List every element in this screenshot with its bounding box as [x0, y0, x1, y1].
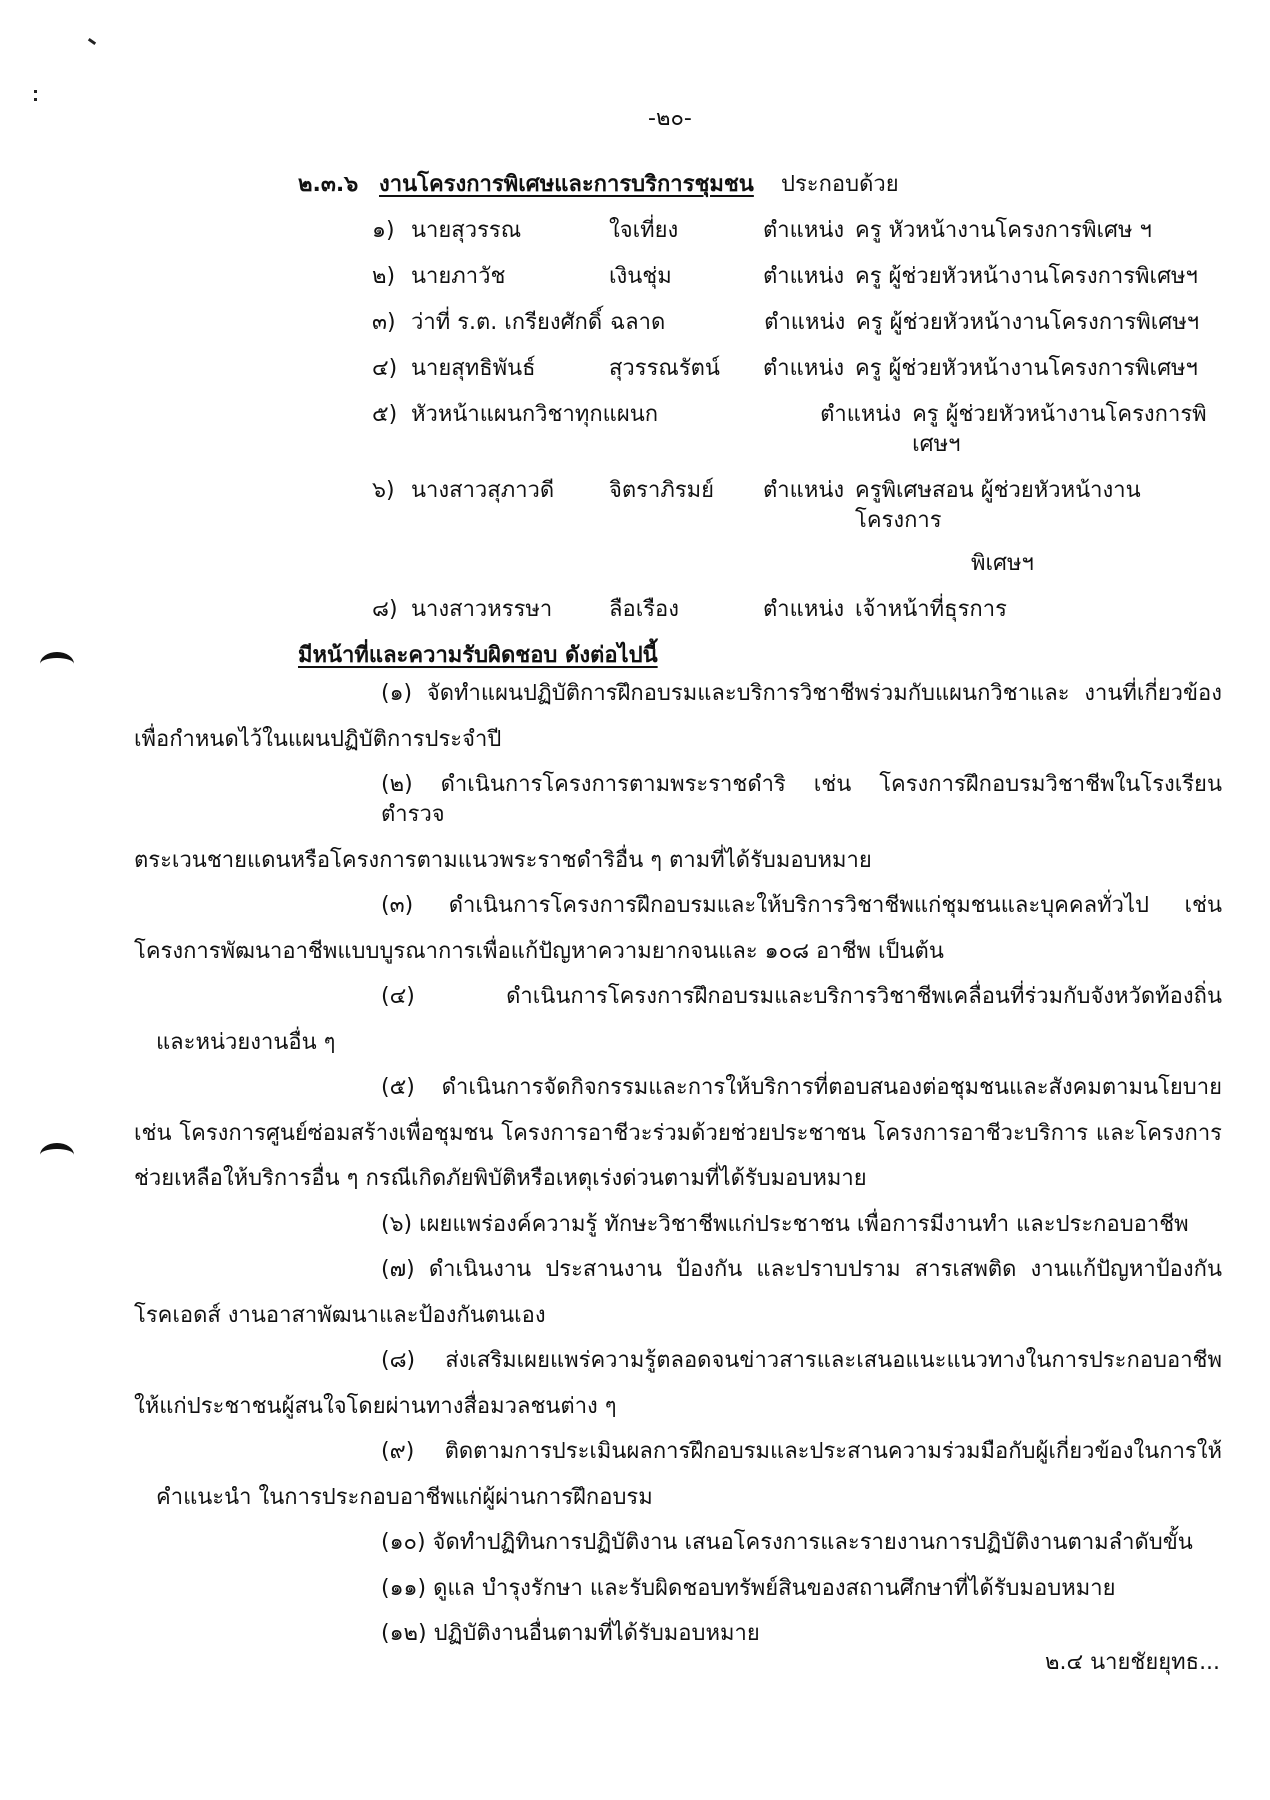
member-role-continuation: พิเศษฯ: [971, 551, 1034, 576]
member-role-cell: [855, 354, 1222, 384]
duty-item-continuation: ให้แก่ประชาชนผู้สนใจโดยผ่านทางสื่อมวลชนต่าง ๆ: [134, 1393, 617, 1419]
member-role: ครู ผู้ช่วยหัวหน้างานโครงการพิเศษฯ: [912, 402, 1207, 457]
duty-item-continuation: และหน่วยงานอื่น ๆ: [156, 1029, 336, 1055]
member-number: ๓): [372, 310, 396, 335]
member-role: ครูพิเศษสอน ผู้ช่วยหัวหน้างานโครงการ: [855, 478, 1141, 533]
duty-item: (๓) ดำเนินการโครงการฝึกอบรมและให้บริการวิชาชีพแก่ชุมชนและบุคคลทั่วไป เช่น: [381, 893, 1222, 918]
member-name: นายภาวัช: [411, 264, 506, 289]
member-row: [372, 400, 1222, 476]
member-role-cell: [855, 595, 1222, 625]
position-label: ตำแหน่ง: [763, 356, 845, 381]
member-name: ว่าที่ ร.ต. เกรียงศักดิ์: [411, 310, 603, 335]
duty-item: (๑๑) ดูแล บำรุงรักษา และรับผิดชอบทรัพย์สินของสถานศึกษาที่ได้รับมอบหมาย: [381, 1575, 1116, 1601]
section-number: ๒.๓.๖: [298, 172, 359, 197]
duty-item: (๕) ดำเนินการจัดกิจกรรมและการให้บริการที่ตอบสนองต่อชุมชนและสังคมตามนโยบาย: [381, 1075, 1222, 1100]
section-suffix: ประกอบด้วย: [781, 172, 899, 197]
member-name: นายสุทธิพันธ์: [411, 356, 536, 381]
member-number: ๒): [372, 264, 396, 289]
duty-list: [0, 679, 1222, 1665]
member-list: [0, 216, 1222, 641]
member-surname: เงินชุ่ม: [609, 264, 672, 289]
position-label: ตำแหน่ง: [820, 402, 902, 427]
document-body: [0, 216, 1222, 1665]
member-row: [372, 476, 1222, 595]
member-name: นายสุวรรณ: [411, 218, 522, 243]
scan-speck: [34, 98, 37, 101]
member-role: ครู ผู้ช่วยหัวหน้างานโครงการพิเศษฯ: [855, 264, 1198, 289]
member-row: [372, 262, 1222, 308]
member-name: นางสาวหรรษา: [411, 597, 553, 622]
member-row: [372, 308, 1222, 354]
duty-item-continuation: คำแนะนำ ในการประกอบอาชีพแก่ผู้ผ่านการฝึกอบรม: [156, 1484, 653, 1510]
member-surname: ลือเรือง: [609, 597, 679, 622]
duty-item-continuation: เช่น โครงการศูนย์ซ่อมสร้างเพื่อชุมชน โครงการอาชีวะร่วมด้วยช่วยประชาชน โครงการอาชีวะบริการ และโครงการ: [134, 1120, 1222, 1146]
member-role-cell: [855, 216, 1222, 246]
duty-item: (๑๒) ปฏิบัติงานอื่นตามที่ได้รับมอบหมาย: [381, 1621, 760, 1646]
member-number: ๕): [372, 402, 398, 427]
duty-item: (๗) ดำเนินงาน ประสานงาน ป้องกัน และปราบปราม สารเสพติด งานแก้ปัญหาป้องกัน: [381, 1257, 1222, 1282]
duties-heading: มีหน้าที่และความรับผิดชอบ ดังต่อไปนี้: [298, 643, 658, 668]
member-number: ๖): [372, 478, 395, 503]
duty-item-continuation: เพื่อกำหนดไว้ในแผนปฏิบัติการประจำปี: [134, 726, 502, 752]
duty-item-continuation: โรคเอดส์ งานอาสาพัฒนาและป้องกันตนเอง: [134, 1302, 546, 1328]
duty-item: (๔) ดำเนินการโครงการฝึกอบรมและบริการวิชาชีพเคลื่อนที่ร่วมกับจังหวัดท้องถิ่น: [381, 984, 1222, 1009]
member-role-cell: [912, 400, 1222, 460]
duty-item: (๒) ดำเนินการโครงการตามพระราชดำริ เช่น โครงการฝึกอบรมวิชาชีพในโรงเรียนตำรวจ: [381, 772, 1222, 827]
duty-item-continuation: โครงการพัฒนาอาชีพแบบบูรณาการเพื่อแก้ปัญหาความยากจนและ ๑๐๘ อาชีพ เป็นต้น: [134, 938, 944, 964]
duty-item: (๑) จัดทำแผนปฏิบัติการฝึกอบรมและบริการวิชาชีพร่วมกับแผนกวิชาและ งานที่เกี่ยวข้อง: [381, 681, 1222, 706]
duty-item: (๘) ส่งเสริมเผยแพร่ความรู้ตลอดจนข่าวสารและเสนอแนะแนวทางในการประกอบอาชีพ: [381, 1348, 1222, 1373]
duty-item: (๖) เผยแพร่องค์ความรู้ ทักษะวิชาชีพแก่ประชาชน เพื่อการมีงานทำ และประกอบอาชีพ: [381, 1211, 1189, 1237]
member-number: ๑): [372, 218, 395, 243]
position-label: ตำแหน่ง: [763, 264, 845, 289]
member-role: ครู ผู้ช่วยหัวหน้างานโครงการพิเศษฯ: [856, 310, 1200, 335]
scan-speck: [88, 38, 96, 45]
position-label: ตำแหน่ง: [764, 310, 846, 335]
page-number: -๒๐-: [648, 106, 692, 131]
member-surname: สุวรรณรัตน์: [609, 356, 720, 381]
section-title: งานโครงการพิเศษและการบริการชุมชน: [379, 172, 754, 197]
member-name: หัวหน้าแผนกวิชาทุกแผนก: [411, 402, 659, 427]
duty-item-continuation: ช่วยเหลือให้บริการอื่น ๆ กรณีเกิดภัยพิบัติหรือเหตุเร่งด่วนตามที่ได้รับมอบหมาย: [134, 1166, 867, 1191]
member-row: [372, 216, 1222, 262]
member-role-cell: [855, 476, 1222, 579]
position-label: ตำแหน่ง: [763, 478, 845, 503]
position-label: ตำแหน่ง: [763, 597, 845, 622]
member-surname: ฉลาด: [610, 310, 666, 335]
member-surname: ใจเที่ยง: [609, 218, 679, 243]
member-number: ๔): [372, 356, 398, 381]
member-surname: จิตราภิรมย์: [609, 478, 715, 503]
member-row: [372, 354, 1222, 400]
member-number: ๘): [372, 597, 398, 622]
duty-item: (๙) ติดตามการประเมินผลการฝึกอบรมและประสานความร่วมมือกับผู้เกี่ยวข้องในการให้: [381, 1439, 1222, 1464]
duty-item: (๑๐) จัดทำปฏิทินการปฏิบัติงาน เสนอโครงการและรายงานการปฏิบัติงานตามลำดับขั้น: [381, 1530, 1193, 1555]
member-role-cell: [856, 308, 1222, 338]
member-role-cell: [855, 262, 1222, 292]
member-row: [372, 595, 1222, 641]
member-role: ครู หัวหน้างานโครงการพิเศษ ฯ: [855, 218, 1152, 243]
duty-item-continuation: ตระเวนชายแดนหรือโครงการตามแนวพระราชดำริอื่น ๆ ตามที่ได้รับมอบหมาย: [134, 847, 872, 873]
scan-speck: [34, 90, 37, 93]
member-name: นางสาวสุภาวดี: [411, 478, 555, 503]
member-role: เจ้าหน้าที่ธุรการ: [855, 597, 1007, 622]
footer-continuation: ๒.๔ นายชัยยุทธ...: [1045, 1650, 1221, 1675]
member-role: ครู ผู้ช่วยหัวหน้างานโครงการพิเศษฯ: [855, 356, 1198, 381]
position-label: ตำแหน่ง: [763, 218, 845, 243]
